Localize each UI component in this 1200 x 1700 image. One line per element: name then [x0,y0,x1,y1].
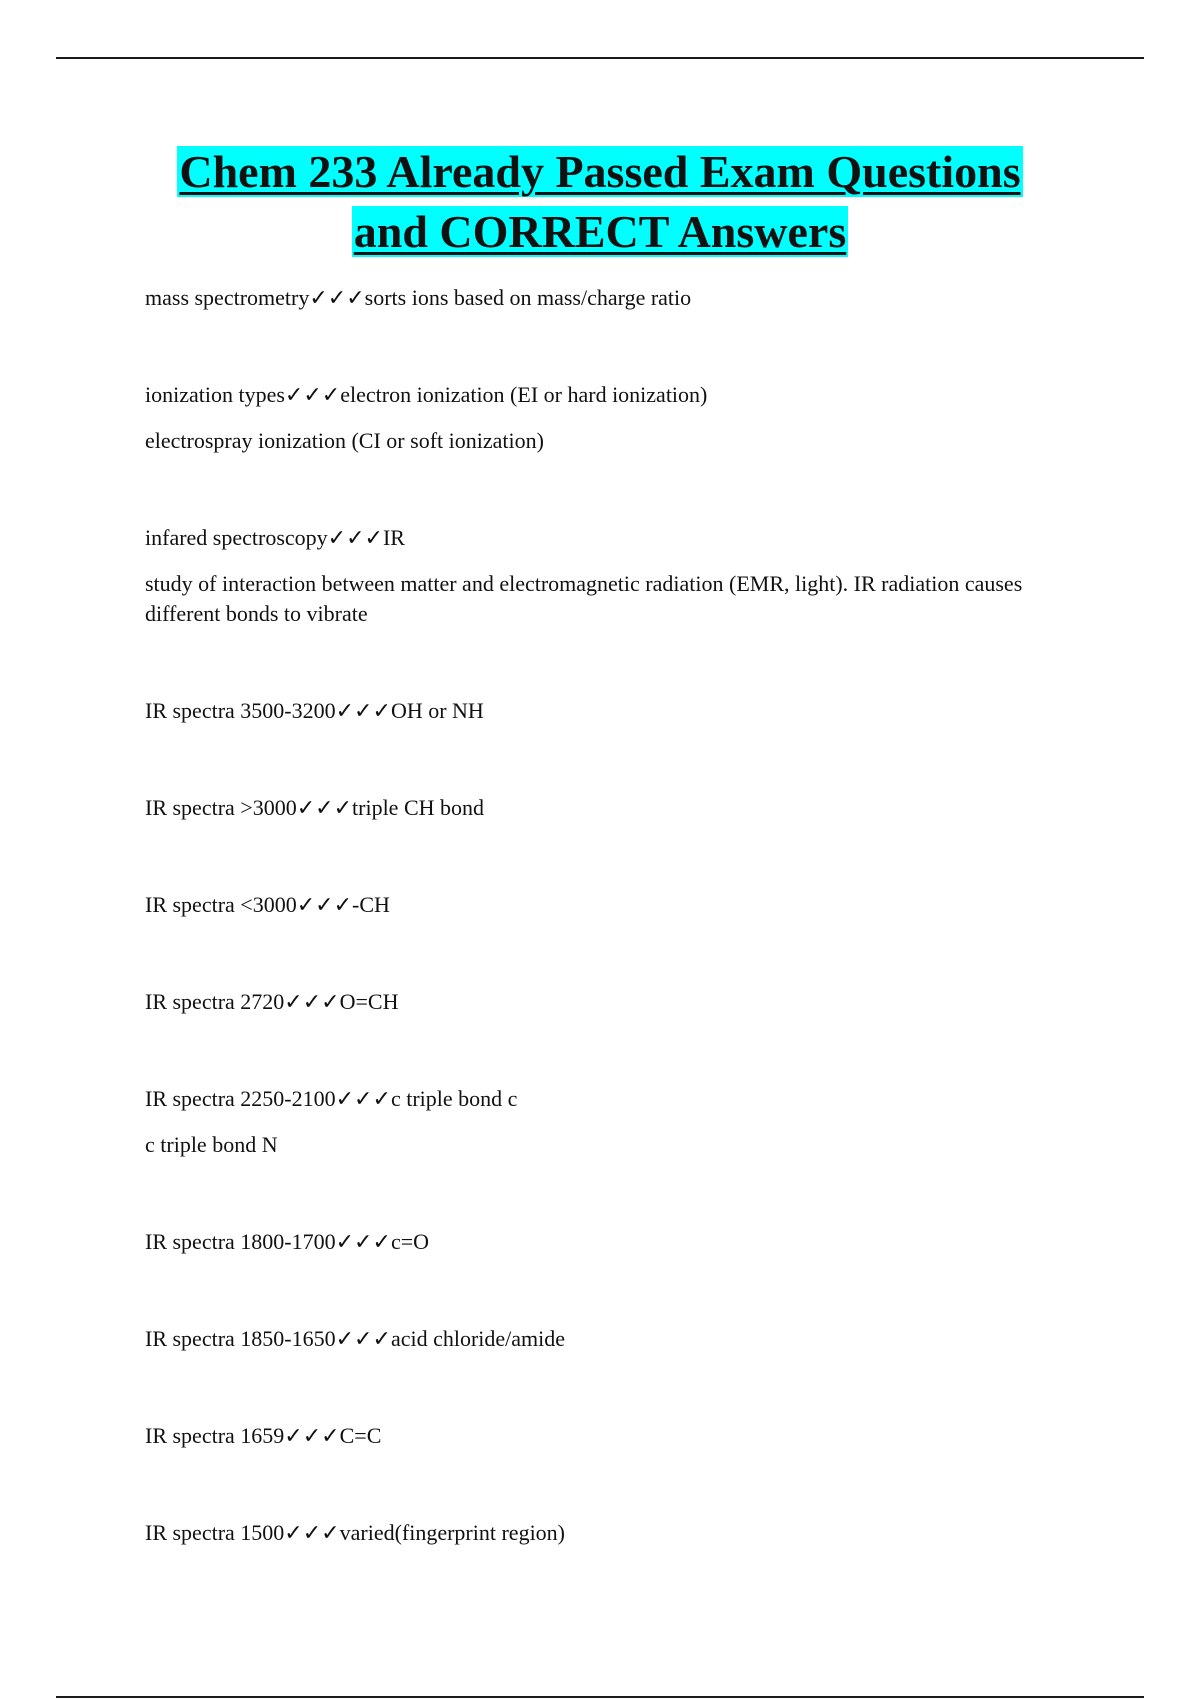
check-marks-icon: ✓✓✓ [284,1520,340,1545]
document-title [0,142,1200,262]
check-marks-icon: ✓✓✓ [284,1423,340,1448]
check-marks-icon: ✓✓✓ [335,698,391,723]
qa-term: IR spectra 2720 [145,989,285,1014]
qa-answer: triple CH bond [352,795,485,820]
qa-term: mass spectrometry [145,285,310,310]
qa-answer: c=O [390,1229,429,1254]
title-line-2: and CORRECT Answers [353,206,847,257]
qa-entry [145,1227,1065,1257]
qa-main-line [145,1324,1065,1354]
qa-entry [145,283,1065,313]
check-marks-icon: ✓✓✓ [335,1229,391,1254]
qa-answer: varied(fingerprint region) [339,1520,566,1545]
qa-main-line [145,1518,1065,1548]
header-rule [56,57,1144,59]
qa-main-line [145,793,1065,823]
qa-term: infared spectroscopy [145,525,328,550]
qa-term: IR spectra 1500 [145,1520,285,1545]
qa-main-line [145,283,1065,313]
qa-entry [145,1421,1065,1451]
qa-answer: O=CH [339,989,399,1014]
qa-answer: c triple bond c [390,1086,518,1111]
qa-main-line [145,987,1065,1017]
title-line-1: Chem 233 Already Passed Exam Questions [179,146,1021,197]
check-marks-icon: ✓✓✓ [296,795,353,820]
check-marks-icon: ✓✓✓ [284,382,341,407]
qa-entry [145,1518,1065,1548]
qa-answer: acid chloride/amide [390,1326,566,1351]
qa-entry [145,523,1065,629]
qa-answer: IR [382,525,405,550]
check-marks-icon: ✓✓✓ [327,525,383,550]
qa-term: IR spectra <3000 [145,892,297,917]
qa-entry [145,380,1065,456]
qa-answer-continuation: study of interaction between matter and electromagnetic radiation (EMR, light). IR radiation causes different bonds to vibrate [145,571,1023,626]
qa-term: IR spectra 2250-2100 [145,1086,336,1111]
qa-list [145,283,1065,1615]
check-marks-icon: ✓✓✓ [284,989,340,1014]
qa-answer: -CH [352,892,390,917]
qa-main-line [145,1084,1065,1114]
footer-rule [56,1696,1144,1698]
qa-entry [145,1084,1065,1160]
qa-entry [145,1324,1065,1354]
qa-main-line [145,696,1065,726]
qa-main-line [145,1227,1065,1257]
qa-main-line [145,1421,1065,1451]
qa-answer: OH or NH [390,698,484,723]
qa-term: IR spectra 1659 [145,1423,285,1448]
qa-term: ionization types [145,382,285,407]
qa-entry [145,987,1065,1017]
check-marks-icon: ✓✓✓ [309,285,365,310]
qa-main-line [145,380,1065,410]
qa-entry [145,793,1065,823]
qa-term: IR spectra 3500-3200 [145,698,336,723]
qa-term: IR spectra 1800-1700 [145,1229,336,1254]
qa-answer: sorts ions based on mass/charge ratio [364,285,692,310]
qa-answer-continuation: c triple bond N [145,1132,278,1157]
qa-entry [145,890,1065,920]
qa-term: IR spectra >3000 [145,795,297,820]
qa-main-line [145,523,1065,553]
check-marks-icon: ✓✓✓ [296,892,353,917]
qa-answer: C=C [339,1423,382,1448]
qa-main-line [145,890,1065,920]
check-marks-icon: ✓✓✓ [335,1326,391,1351]
check-marks-icon: ✓✓✓ [335,1086,391,1111]
qa-answer-continuation: electrospray ionization (CI or soft ionization) [145,428,544,453]
qa-entry [145,696,1065,726]
qa-answer: electron ionization (EI or hard ionization) [340,382,708,407]
qa-term: IR spectra 1850-1650 [145,1326,336,1351]
